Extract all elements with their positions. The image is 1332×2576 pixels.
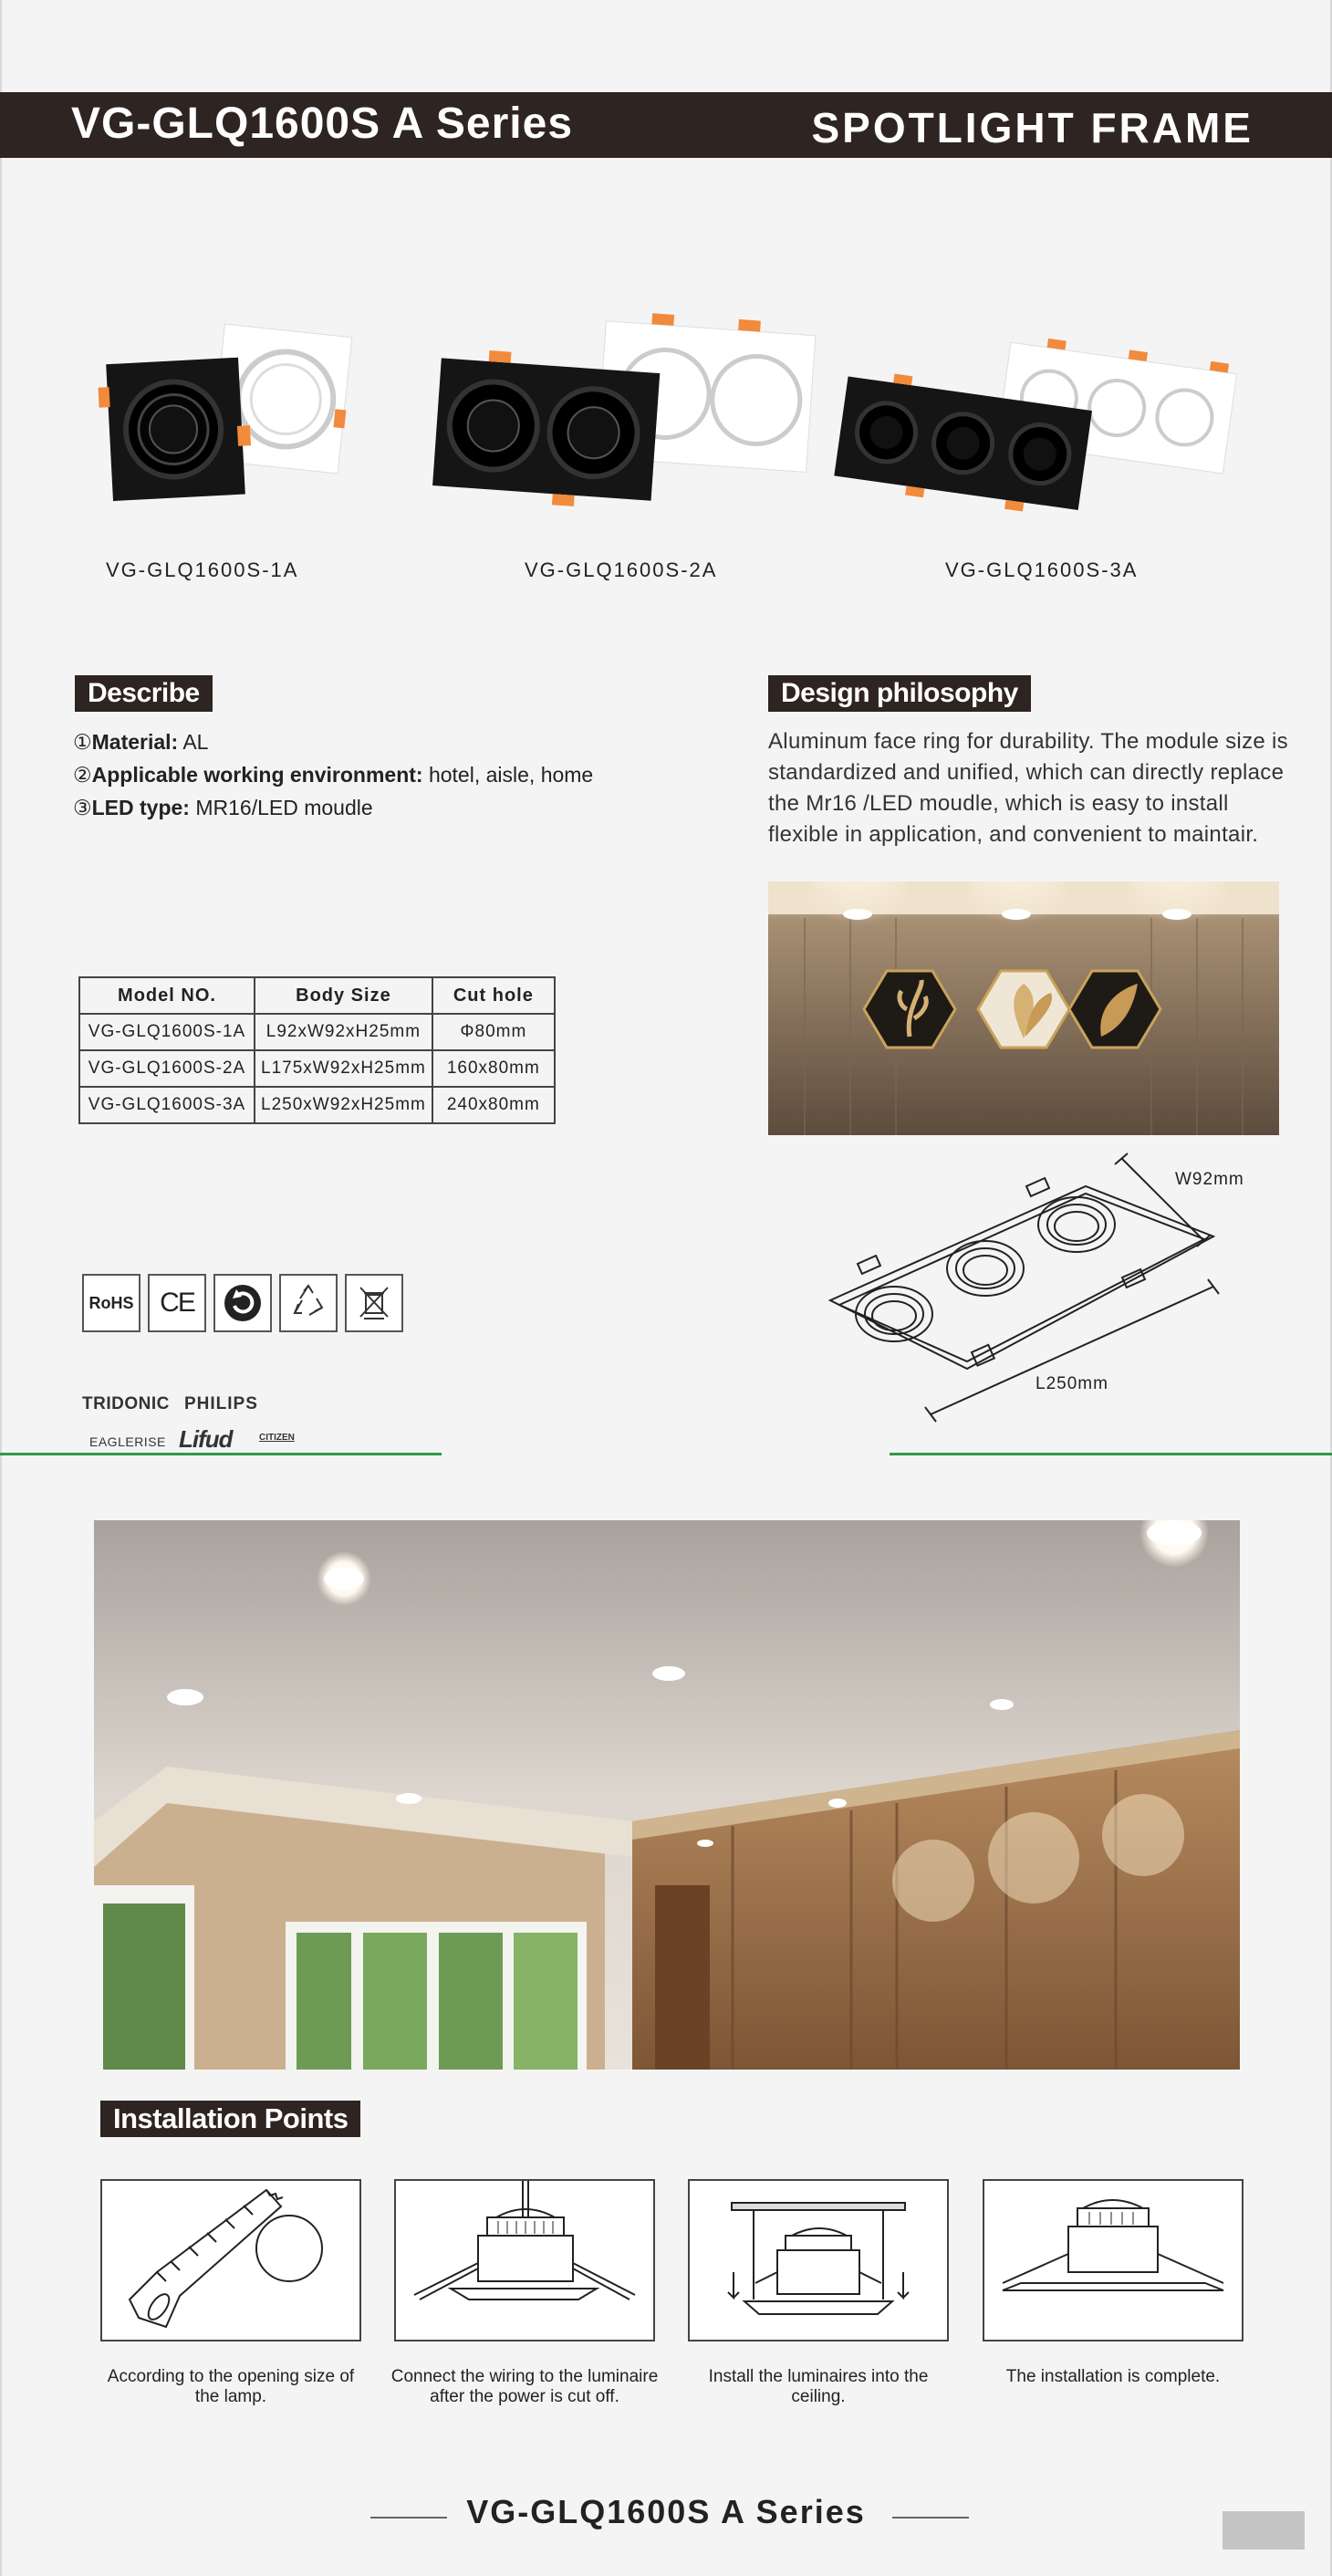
describe-heading: Describe [75, 675, 213, 712]
install-step-4-caption: The installation is complete. [1005, 2367, 1221, 2386]
rohs-icon [82, 1274, 140, 1332]
product-label-2a: VG-GLQ1600S-2A [525, 558, 718, 581]
hole-saw-icon [102, 2181, 359, 2340]
product-image-2a [420, 310, 821, 529]
table-header: Cut hole [432, 977, 555, 1014]
footer-rule-right [892, 2517, 969, 2519]
ceiling-install-icon [690, 2181, 947, 2340]
table-row [79, 1014, 555, 1050]
item-value: MR16/LED moudle [189, 796, 373, 819]
room-photo [94, 1520, 1240, 2070]
installation-heading: Installation Points [100, 2101, 360, 2137]
install-step-2-image [394, 2179, 655, 2341]
item-label: LED type: [91, 796, 190, 819]
interior-photo [768, 881, 1279, 1135]
item-label: Material: [91, 730, 179, 754]
table-cell: L92xW92xH25mm [255, 1014, 432, 1050]
item-number: ② [73, 763, 92, 787]
product-label-1a: VG-GLQ1600S-1A [106, 558, 299, 581]
table-cell: VG-GLQ1600S-2A [79, 1050, 255, 1087]
table-header: Model NO. [79, 977, 255, 1014]
section-divider-right [890, 1453, 1332, 1455]
citizen-logo: CITIZEN [259, 1433, 295, 1443]
product-image-3a [830, 338, 1241, 538]
recycle-icon [279, 1274, 338, 1332]
tridonic-logo: TRIDONIC [82, 1394, 170, 1413]
product-image-1a [91, 310, 392, 520]
width-label: W92mm [1175, 1170, 1244, 1189]
eaglerise-logo: EAGLERISE [89, 1434, 166, 1449]
lifud-logo: Lifud [179, 1425, 233, 1453]
install-step-4-image [983, 2179, 1244, 2341]
item-value: hotel, aisle, home [422, 763, 594, 787]
install-step-1-image [100, 2179, 361, 2341]
table-row [79, 1050, 555, 1087]
series-title: VG-GLQ1600S A Series [71, 99, 574, 148]
rohs-label: RoHS [88, 1293, 134, 1312]
table-cell: L250xW92xH25mm [255, 1087, 432, 1123]
dimension-diagram [821, 1150, 1259, 1424]
section-divider-left [0, 1453, 442, 1455]
page-border-left [0, 0, 2, 2576]
ce-label: CE [160, 1288, 194, 1318]
category-title: SPOTLIGHT FRAME [811, 104, 1254, 151]
product-label-3a: VG-GLQ1600S-3A [945, 558, 1139, 581]
design-text: Aluminum face ring for durability. The module size is standardized and unified, which can directly replace the Mr16 /LED moudle, which is easy to install flexible in application, and convenient to maintair. [768, 729, 1288, 847]
recycle-arrow-icon [213, 1274, 272, 1332]
item-label: Applicable working environment: [91, 763, 423, 787]
installed-luminaire-icon [984, 2181, 1242, 2340]
install-step-1-caption: According to the opening size of the lamp. [107, 2367, 355, 2406]
table-cell: Φ80mm [432, 1014, 555, 1050]
footer-series-title: VG-GLQ1600S A Series [466, 2493, 866, 2530]
install-step-3-image [688, 2179, 949, 2341]
ce-icon [148, 1274, 206, 1332]
item-number: ③ [73, 796, 92, 819]
describe-item-environment [73, 763, 593, 787]
wiring-luminaire-icon [396, 2181, 653, 2340]
weee-bin-icon [345, 1274, 403, 1332]
describe-item-material [73, 730, 208, 755]
table-cell: VG-GLQ1600S-1A [79, 1014, 255, 1050]
spec-table [78, 976, 556, 1124]
describe-item-led-type [73, 796, 373, 820]
install-step-3-caption: Install the luminaires into the ceiling. [708, 2367, 929, 2406]
install-step-2-caption: Connect the wiring to the luminaire after the power is cut off. [390, 2367, 659, 2406]
length-label: L250mm [1035, 1374, 1108, 1393]
table-header: Body Size [255, 977, 432, 1014]
table-header-row [79, 977, 555, 1014]
table-cell: 160x80mm [432, 1050, 555, 1087]
table-row [79, 1087, 555, 1123]
table-cell: 240x80mm [432, 1087, 555, 1123]
table-cell: VG-GLQ1600S-3A [79, 1087, 255, 1123]
philips-logo: PHILIPS [184, 1394, 258, 1413]
design-heading: Design philosophy [768, 675, 1031, 712]
table-cell: L175xW92xH25mm [255, 1050, 432, 1087]
item-number: ① [73, 730, 92, 754]
item-value: AL [178, 730, 209, 754]
scroll-to-top-button[interactable] [1223, 2511, 1305, 2550]
